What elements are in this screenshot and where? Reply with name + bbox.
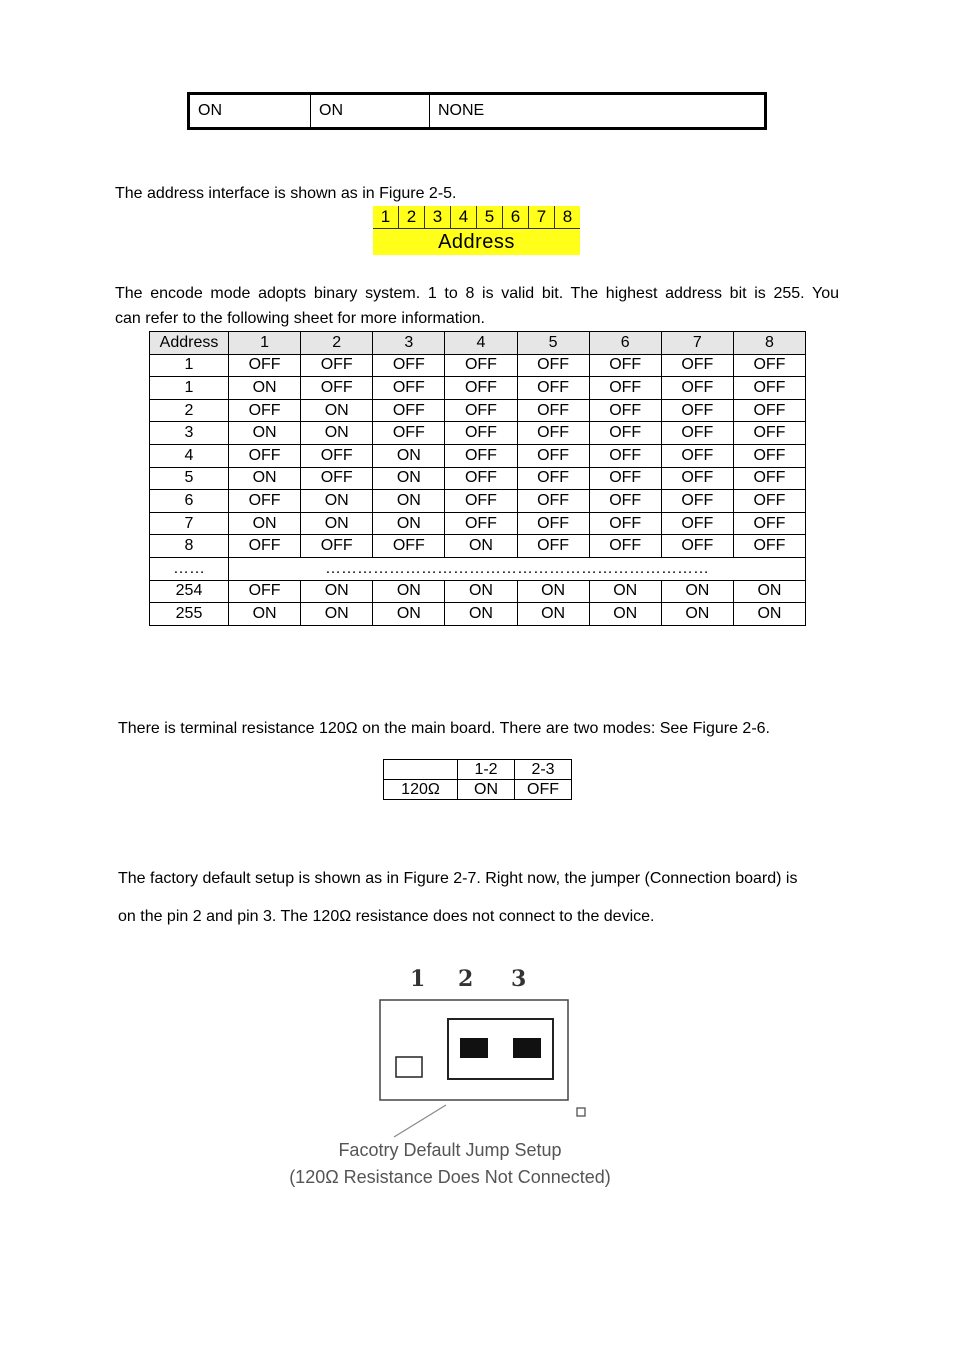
bit-cell: ON — [661, 580, 733, 603]
bit-cell: OFF — [445, 512, 517, 535]
jumper-setup-figure — [270, 960, 630, 1195]
bit-cell: OFF — [733, 444, 805, 467]
bit-cell: OFF — [517, 535, 589, 558]
bit-cell: OFF — [373, 377, 445, 400]
bit-cell: OFF — [229, 490, 301, 513]
terminal-resistance-text: There is terminal resistance 120Ω on the main board. There are two modes: See Figure 2-6. — [118, 720, 770, 737]
address-interface-text: The address interface is shown as in Figure 2-5. — [115, 185, 457, 202]
bit-cell: ON — [733, 580, 805, 603]
bit-cell: ON — [373, 444, 445, 467]
bit-cell: OFF — [661, 354, 733, 377]
bit-cell: ON — [301, 399, 373, 422]
bit-cell: OFF — [517, 422, 589, 445]
bit-cell: ON — [229, 422, 301, 445]
bit-cell: ON — [373, 467, 445, 490]
bit-cell: OFF — [733, 535, 805, 558]
table-row — [150, 580, 806, 603]
bit-cell: OFF — [661, 535, 733, 558]
bit-cell: OFF — [589, 354, 661, 377]
bit-cell: OFF — [445, 467, 517, 490]
table-header-cell: 7 — [661, 332, 733, 355]
table-cell: NONE — [438, 102, 485, 119]
bit-cell: ON — [517, 603, 589, 626]
table-header-cell: 2 — [301, 332, 373, 355]
resistance-table — [383, 759, 572, 800]
bit-cell: OFF — [733, 354, 805, 377]
table-header-cell — [384, 760, 458, 780]
leader-line — [394, 1105, 446, 1137]
address-dip-switch-figure — [373, 206, 580, 255]
bit-cell: OFF — [445, 354, 517, 377]
table-row — [150, 512, 806, 535]
address-bit-label: 6 — [503, 206, 529, 228]
address-cell: 5 — [150, 467, 229, 490]
address-bit-label: 4 — [451, 206, 477, 228]
bit-cell: OFF — [517, 490, 589, 513]
table-cell: ON — [458, 780, 515, 800]
bit-cell: OFF — [661, 399, 733, 422]
bit-cell: OFF — [229, 354, 301, 377]
table-header-row — [384, 760, 572, 780]
bit-cell: ON — [373, 580, 445, 603]
bit-cell: OFF — [301, 535, 373, 558]
bit-cell: ON — [229, 467, 301, 490]
address-bit-labels — [373, 206, 580, 229]
bit-cell: OFF — [445, 377, 517, 400]
address-cell: 1 — [150, 377, 229, 400]
table-row — [150, 422, 806, 445]
bit-cell: OFF — [517, 377, 589, 400]
table-header-cell: 4 — [445, 332, 517, 355]
bit-cell: OFF — [733, 467, 805, 490]
bit-cell: OFF — [301, 444, 373, 467]
address-cell: 8 — [150, 535, 229, 558]
address-bit-label: 2 — [399, 206, 425, 228]
table-header-row — [150, 332, 806, 355]
table-row-ellipsis — [150, 557, 806, 580]
bit-cell: OFF — [229, 535, 301, 558]
table-row — [150, 444, 806, 467]
address-cell: 6 — [150, 490, 229, 513]
table-row — [150, 535, 806, 558]
encode-mode-text-line2: can refer to the following sheet for more information. — [115, 310, 485, 327]
address-cell: 2 — [150, 399, 229, 422]
pin-label: 3 — [511, 966, 527, 992]
bit-cell: ON — [733, 603, 805, 626]
bit-cell: ON — [373, 603, 445, 626]
address-bit-label: 3 — [425, 206, 451, 228]
marker-square — [577, 1108, 585, 1116]
bit-cell: ON — [229, 603, 301, 626]
address-cell: 7 — [150, 512, 229, 535]
bit-cell: OFF — [229, 444, 301, 467]
bit-cell: OFF — [589, 535, 661, 558]
bit-cell: OFF — [589, 512, 661, 535]
bit-cell: OFF — [661, 377, 733, 400]
factory-default-text-line1: The factory default setup is shown as in Figure 2-7. Right now, the jumper (Connection board) is — [118, 870, 798, 887]
bit-cell: OFF — [373, 422, 445, 445]
table-row — [189, 94, 766, 129]
bit-cell: OFF — [733, 512, 805, 535]
bit-cell: ON — [445, 603, 517, 626]
pin-label: 1 — [410, 966, 426, 992]
pin-2-filled — [460, 1038, 488, 1058]
bit-cell: OFF — [445, 399, 517, 422]
table-header-cell: 3 — [373, 332, 445, 355]
table-header-cell: 6 — [589, 332, 661, 355]
bit-cell: ON — [445, 535, 517, 558]
bit-cell: ON — [373, 490, 445, 513]
table-row — [150, 603, 806, 626]
table-row — [150, 377, 806, 400]
address-bit-label: 8 — [562, 207, 573, 226]
bit-cell: OFF — [733, 377, 805, 400]
bit-cell: ON — [589, 580, 661, 603]
table-cell: 120Ω — [384, 780, 458, 800]
table-header-cell: 1 — [229, 332, 301, 355]
bit-cell: OFF — [517, 467, 589, 490]
bit-cell: OFF — [589, 377, 661, 400]
bit-cell: OFF — [301, 377, 373, 400]
address-bit-label: 5 — [477, 206, 503, 228]
bit-cell: OFF — [661, 467, 733, 490]
table-header-cell: 8 — [733, 332, 805, 355]
address-cell: 1 — [150, 354, 229, 377]
bit-cell: OFF — [445, 490, 517, 513]
address-cell: 254 — [150, 580, 229, 603]
table-cell: ON — [189, 94, 311, 129]
figure-caption-line2: (120Ω Resistance Does Not Connected) — [289, 1167, 611, 1187]
bit-cell: ON — [301, 490, 373, 513]
bit-cell: ON — [229, 512, 301, 535]
bit-cell: OFF — [661, 422, 733, 445]
bit-cell: ON — [661, 603, 733, 626]
bit-cell: OFF — [301, 467, 373, 490]
bit-cell: ON — [517, 580, 589, 603]
bit-cell: OFF — [301, 354, 373, 377]
table-row — [150, 490, 806, 513]
bit-cell: OFF — [661, 444, 733, 467]
bit-cell: ON — [445, 580, 517, 603]
bit-cell: OFF — [661, 512, 733, 535]
address-cell: …… — [150, 557, 229, 580]
bit-cell: OFF — [373, 535, 445, 558]
table-header-cell: 5 — [517, 332, 589, 355]
bit-cell: OFF — [373, 399, 445, 422]
table-header-cell: 2-3 — [515, 760, 572, 780]
bit-cell: OFF — [517, 444, 589, 467]
bit-cell: OFF — [589, 444, 661, 467]
table-row — [384, 780, 572, 800]
bit-cell: OFF — [517, 354, 589, 377]
bit-cell: OFF — [733, 490, 805, 513]
table-row — [150, 354, 806, 377]
address-bit-label: 1 — [373, 206, 399, 228]
pin-3-filled — [513, 1038, 541, 1058]
table-cell: OFF — [515, 780, 572, 800]
bit-cell: ON — [301, 603, 373, 626]
address-label: Address — [438, 231, 515, 253]
bit-cell: ON — [301, 422, 373, 445]
bit-cell: OFF — [445, 422, 517, 445]
ellipsis-cell: ……………………………………………………………… — [229, 557, 806, 580]
bit-cell: ON — [373, 512, 445, 535]
top-table — [187, 92, 767, 130]
table-row — [150, 467, 806, 490]
bit-cell: OFF — [229, 399, 301, 422]
bit-cell: ON — [589, 603, 661, 626]
bit-cell: OFF — [733, 422, 805, 445]
table-header-cell: 1-2 — [458, 760, 515, 780]
figure-caption-line1: Facotry Default Jump Setup — [338, 1140, 562, 1160]
address-cell: 3 — [150, 422, 229, 445]
bit-cell: OFF — [517, 512, 589, 535]
bit-cell: OFF — [661, 490, 733, 513]
address-cell: 255 — [150, 603, 229, 626]
bit-cell: OFF — [589, 490, 661, 513]
bit-cell: ON — [229, 377, 301, 400]
bit-cell: ON — [301, 512, 373, 535]
pin-label: 2 — [458, 966, 474, 992]
pin-1-open — [396, 1057, 422, 1077]
bit-cell: OFF — [733, 399, 805, 422]
bit-cell: OFF — [517, 399, 589, 422]
address-cell: 4 — [150, 444, 229, 467]
table-cell: ON — [311, 94, 430, 129]
table-row — [150, 399, 806, 422]
encode-mode-text-line1: The encode mode adopts binary system. 1 to 8 is valid bit. The highest address bit is 255. You — [115, 285, 839, 302]
bit-cell: OFF — [445, 444, 517, 467]
table-header-cell: Address — [150, 332, 229, 355]
bit-cell: OFF — [373, 354, 445, 377]
bit-cell: ON — [301, 580, 373, 603]
bit-cell: OFF — [229, 580, 301, 603]
factory-default-text-line2: on the pin 2 and pin 3. The 120Ω resistance does not connect to the device. — [118, 908, 655, 925]
bit-cell: OFF — [589, 399, 661, 422]
bit-cell: OFF — [589, 467, 661, 490]
address-bit-label: 7 — [529, 206, 555, 228]
bit-cell: OFF — [589, 422, 661, 445]
address-table — [149, 331, 806, 626]
